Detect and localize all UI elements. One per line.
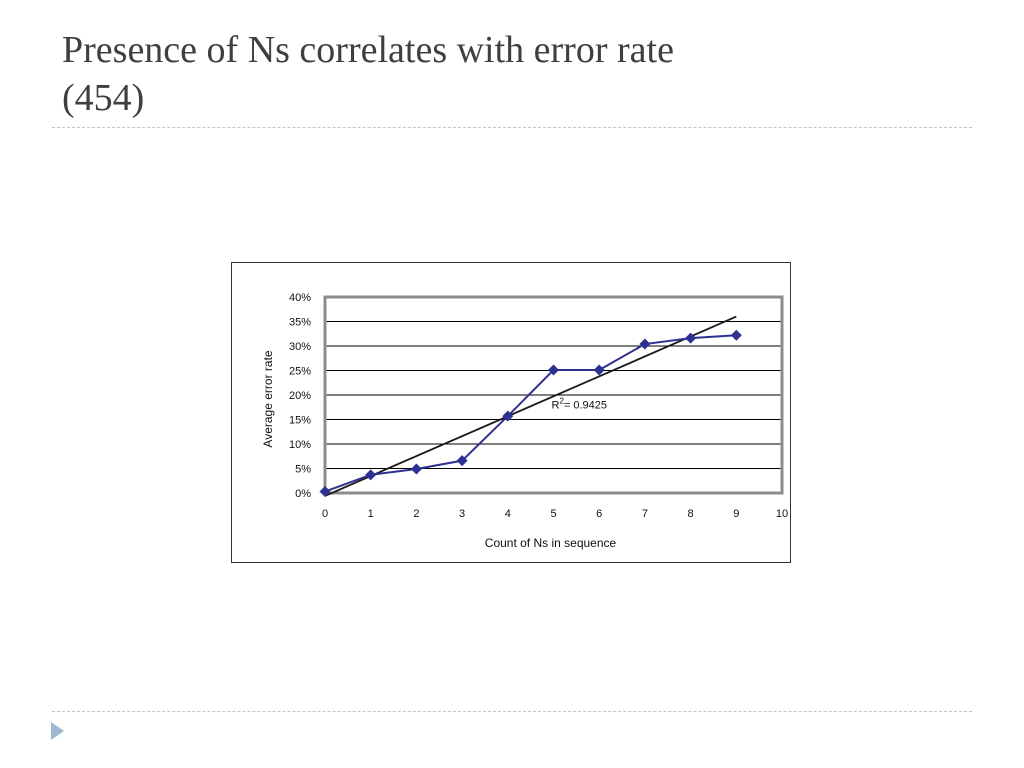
data-point <box>639 339 650 350</box>
slide-title <box>62 26 962 122</box>
footer-divider <box>52 711 972 712</box>
data-point <box>320 486 331 497</box>
y-tick-label: 0% <box>295 488 311 500</box>
y-tick-label: 10% <box>288 439 311 451</box>
x-tick-labels <box>322 508 788 520</box>
x-tick-label: 4 <box>504 508 511 520</box>
r-squared-exponent: 2 <box>559 396 564 406</box>
data-point <box>731 330 742 341</box>
x-tick-label: 0 <box>321 508 329 520</box>
x-tick-label: 1 <box>367 508 374 520</box>
r-squared-symbol: R <box>551 399 560 412</box>
x-tick-label: 6 <box>596 508 603 520</box>
trendline <box>325 317 736 496</box>
y-tick-label: 20% <box>288 390 311 402</box>
r-squared-label <box>552 397 608 412</box>
title-line-1: Presence of Ns correlates with error rate <box>62 29 674 71</box>
x-tick-label: 10 <box>775 508 789 520</box>
y-tick-label: 15% <box>288 414 311 427</box>
x-tick-label: 7 <box>641 508 648 520</box>
y-tick-labels <box>289 292 311 500</box>
bullet-arrow-icon <box>51 722 64 740</box>
x-tick-label: 2 <box>413 508 420 520</box>
title-divider <box>52 127 972 128</box>
y-tick-label: 5% <box>295 463 311 476</box>
chart-frame <box>231 262 791 563</box>
y-axis-title: Average error rate <box>261 350 275 448</box>
y-tick-label: 35% <box>288 316 311 329</box>
error-rate-chart <box>232 263 792 564</box>
x-tick-label: 3 <box>459 508 466 520</box>
data-point <box>411 463 422 474</box>
data-markers <box>320 330 742 497</box>
x-axis-title: Count of Ns in sequence <box>484 536 617 550</box>
y-tick-label: 40% <box>288 292 311 304</box>
r-squared-value: = 0.9425 <box>563 399 608 412</box>
x-tick-label: 5 <box>550 508 557 520</box>
y-tick-label: 25% <box>288 365 311 378</box>
title-line-2: (454) <box>62 77 145 119</box>
x-tick-label: 8 <box>687 508 694 520</box>
gridlines <box>325 322 782 469</box>
y-tick-label: 30% <box>288 341 311 353</box>
x-tick-label: 9 <box>733 508 740 520</box>
data-point <box>365 469 376 480</box>
